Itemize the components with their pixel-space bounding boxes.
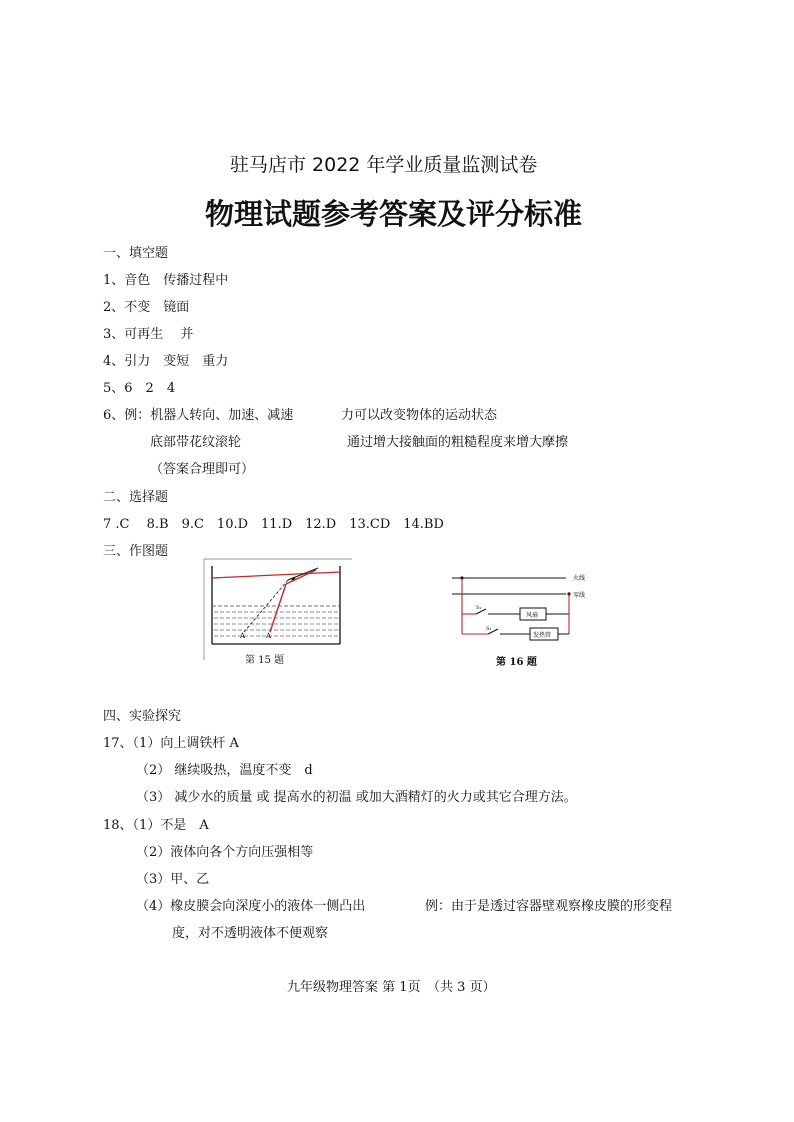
page-title: 物理试题参考答案及评分标准 (205, 197, 583, 231)
section1-heading: 一、填空题 (103, 246, 169, 261)
answer-18-3: （3）甲、乙 (136, 872, 210, 887)
answer-line-3: 3、可再生 并 (103, 327, 194, 342)
figure-16-neutral-wire: 零线 (573, 592, 586, 599)
answer-6-note: （答案合理即可） (150, 462, 255, 477)
section3-heading: 三、作图题 (103, 544, 169, 559)
answer-17-1: 17、（1）向上调铁杆 A (103, 736, 239, 751)
answer-6-left-1: 6、例：机器人转向、加速、减速 (103, 408, 294, 423)
answer-18-4-left: （4）橡皮膜会向深度小的液体一侧凸出 (136, 899, 366, 914)
page-footer: 九年级物理答案 第 1页 （共 3 页） (287, 980, 496, 995)
figure-16-caption: 第 16 题 (496, 657, 537, 668)
answer-line-1: 1、音色 传播过程中 (103, 273, 229, 288)
section4-heading: 四、实验探究 (103, 709, 182, 724)
figure-16-s1: S₁ (476, 605, 482, 611)
answer-6-right-2: 通过增大接触面的粗糙程度来增大摩擦 (347, 435, 569, 450)
answer-6-right-1: 力可以改变物体的运动状态 (341, 408, 498, 423)
figure-16-heater: 发热管 (533, 632, 552, 639)
answer-line-5: 5、6 2 4 (103, 381, 176, 396)
figure-15-caption: 第 15 题 (245, 655, 285, 666)
choice-answers: 7 .C 8.B 9.C 10.D 11.D 12.D 13.CD 14.BD (103, 517, 444, 532)
figure-15-label-a: A (240, 632, 246, 640)
answer-line-2: 2、不变 镜面 (103, 300, 190, 315)
answer-18-1: 18、（1）不是 A (103, 818, 209, 833)
figure-16-live-wire: 火线 (573, 575, 586, 582)
page-subtitle: 驻马店市 2022 年学业质量监测试卷 (230, 154, 538, 176)
answer-17-2: （2） 继续吸热，温度不变 d (136, 763, 313, 778)
answer-18-4-cont: 度，对不透明液体不便观察 (172, 926, 329, 941)
section2-heading: 二、选择题 (103, 490, 169, 505)
answer-18-2: （2）液体向各个方向压强相等 (136, 845, 314, 860)
answer-6-left-2: 底部带花纹滚轮 (150, 435, 242, 450)
answer-17-3: （3） 减少水的质量 或 提高水的初温 或加大酒精灯的火力或其它合理方法。 (136, 790, 577, 805)
figure-16-s2: S₂ (486, 626, 492, 632)
figure-15-label-a2: A (266, 632, 272, 640)
answer-line-4: 4、引力 变短 重力 (103, 354, 229, 369)
figure-16-fan: 风扇 (526, 612, 539, 619)
figure-16-diagram (448, 568, 606, 650)
answer-18-4-right: 例：由于是透过容器壁观察橡皮膜的形变程 (425, 899, 673, 914)
